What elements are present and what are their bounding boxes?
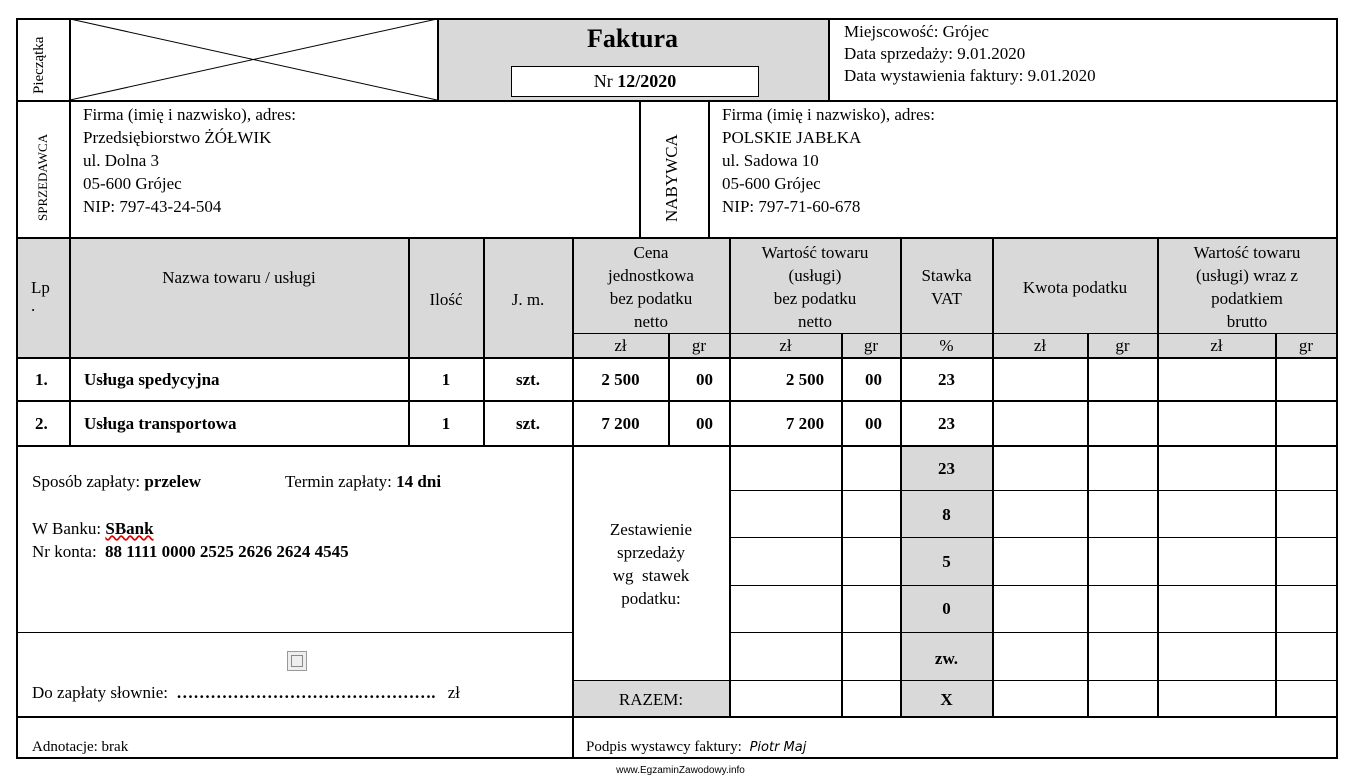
sale-date: Data sprzedaży: 9.01.2020 <box>844 44 1026 63</box>
bank-value: SBank <box>105 519 154 538</box>
row-name: Usługa spedycyjna <box>84 370 220 389</box>
sub-gr: gr <box>1298 336 1314 355</box>
sub-gr: gr <box>1115 336 1130 355</box>
sub-zl: zł <box>779 336 792 355</box>
summary-rate: zw. <box>934 649 959 668</box>
place: Miejscowość: Grójec <box>844 22 989 41</box>
summary-rate: 23 <box>938 459 955 478</box>
invoice-number <box>511 70 759 93</box>
invoice-number-prefix: Nr <box>593 71 613 91</box>
watermark: www.EgzaminZawodowy.info <box>616 765 745 776</box>
signature-label: Podpis wystawcy faktury: <box>586 739 742 755</box>
summary-label: podatku: <box>621 589 681 608</box>
total-label: RAZEM: <box>618 690 684 709</box>
sub-zl: zł <box>1210 336 1223 355</box>
header-price: jednostkowa <box>608 266 694 285</box>
buyer-line: Firma (imię i nazwisko), adres: <box>722 105 935 124</box>
payment-term-value: 14 dni <box>396 472 442 491</box>
header-price: Cena <box>633 243 669 262</box>
header-name: Nazwa towaru / usługi <box>162 268 316 287</box>
header-value: (usługi) <box>788 266 842 285</box>
payment-term <box>285 470 441 493</box>
summary-label: sprzedaży <box>617 543 685 562</box>
total-vat: X <box>940 690 953 709</box>
row-value-gr: 00 <box>865 370 882 389</box>
stamp-label: Pieczątka <box>31 36 47 94</box>
header-gross: podatkiem <box>1211 289 1283 308</box>
row-lp: 2. <box>35 414 48 433</box>
issue-date: Data wystawienia faktury: 9.01.2020 <box>844 66 1096 85</box>
bank-label: W Banku: <box>32 519 102 538</box>
summary-rate: 5 <box>942 552 951 571</box>
row-price-zl: 2 500 <box>601 370 640 389</box>
header-price: bez podatku <box>609 289 693 308</box>
header-gross: (usługi) wraz z <box>1196 266 1298 285</box>
row-name: Usługa transportowa <box>84 414 237 433</box>
row-unit: szt. <box>515 414 541 433</box>
summary-label: Zestawienie <box>609 520 693 539</box>
sub-pct: % <box>939 336 954 355</box>
row-qty: 1 <box>441 414 451 433</box>
row-value-gr: 00 <box>865 414 882 433</box>
bank <box>32 517 154 540</box>
row-price-gr: 00 <box>696 414 713 433</box>
row-price-zl: 7 200 <box>601 414 640 433</box>
payment-method <box>32 470 201 493</box>
row-value-zl: 2 500 <box>785 370 825 389</box>
signature <box>586 736 806 759</box>
signature-value: Piotr Maj <box>749 740 807 755</box>
account-label: Nr konta: <box>32 542 97 561</box>
seller-line: Przedsiębiorstwo ŻÓŁWIK <box>83 128 272 147</box>
header-value: Wartość towaru <box>761 243 869 262</box>
account <box>32 540 349 563</box>
payment-term-label: Termin zapłaty: <box>285 472 392 491</box>
sub-gr: gr <box>691 336 707 355</box>
broken-image-icon <box>287 651 307 671</box>
row-unit: szt. <box>515 370 541 389</box>
header-tax: Kwota podatku <box>1022 278 1128 297</box>
amount-in-words-unit: zł <box>447 683 460 702</box>
stamp-cross <box>70 19 437 100</box>
sub-gr: gr <box>863 336 879 355</box>
amount-in-words-label: Do zapłaty słownie: <box>32 683 168 702</box>
buyer-line: POLSKIE JABŁKA <box>722 128 862 147</box>
vat-rate-shade <box>900 445 992 717</box>
sub-zl: zł <box>614 336 627 355</box>
buyer-line: 05-600 Grójec <box>722 174 821 193</box>
summary-rate: 8 <box>942 505 951 524</box>
buyer-side-label: NABYWCA <box>662 134 681 222</box>
header-qty: Ilość <box>429 290 463 309</box>
header-lp: Lp <box>31 278 50 297</box>
row-vat: 23 <box>938 414 955 433</box>
row-qty: 1 <box>441 370 451 389</box>
buyer-line: ul. Sadowa 10 <box>722 151 819 170</box>
seller-line: Firma (imię i nazwisko), adres: <box>83 105 296 124</box>
payment-method-value: przelew <box>144 472 202 491</box>
header-unit: J. m. <box>511 290 545 309</box>
header-vat: VAT <box>931 289 962 308</box>
notes: Adnotacje: brak <box>32 739 129 755</box>
account-value: 88 1111 0000 2525 2626 2624 4545 <box>104 542 349 561</box>
seller-line: NIP: 797-43-24-504 <box>83 197 222 216</box>
row-price-gr: 00 <box>696 370 713 389</box>
amount-in-words <box>32 681 460 704</box>
invoice-title: Faktura <box>587 24 678 53</box>
row-lp: 1. <box>35 370 48 389</box>
payment-method-label: Sposób zapłaty: <box>32 472 141 491</box>
header-vat: Stawka <box>921 266 972 285</box>
summary-rate: 0 <box>942 599 951 618</box>
header-gross: Wartość towaru <box>1193 243 1301 262</box>
seller-line: 05-600 Grójec <box>83 174 182 193</box>
amount-in-words-dots: ………………………………………. <box>176 683 436 702</box>
invoice-number-value: 12/2020 <box>617 71 677 91</box>
header-price: netto <box>634 312 668 331</box>
header-lp-dot: . <box>31 296 36 315</box>
header-gross: brutto <box>1226 312 1268 331</box>
seller-side-label: SPRZEDAWCA <box>35 133 50 221</box>
seller-line: ul. Dolna 3 <box>83 151 160 170</box>
sub-zl: zł <box>1033 336 1047 355</box>
buyer-line: NIP: 797-71-60-678 <box>722 197 861 216</box>
row-vat: 23 <box>938 370 955 389</box>
summary-label: wg stawek <box>612 566 690 585</box>
header-value: bez podatku <box>773 289 857 308</box>
row-value-zl: 7 200 <box>785 414 825 433</box>
header-value: netto <box>798 312 832 331</box>
